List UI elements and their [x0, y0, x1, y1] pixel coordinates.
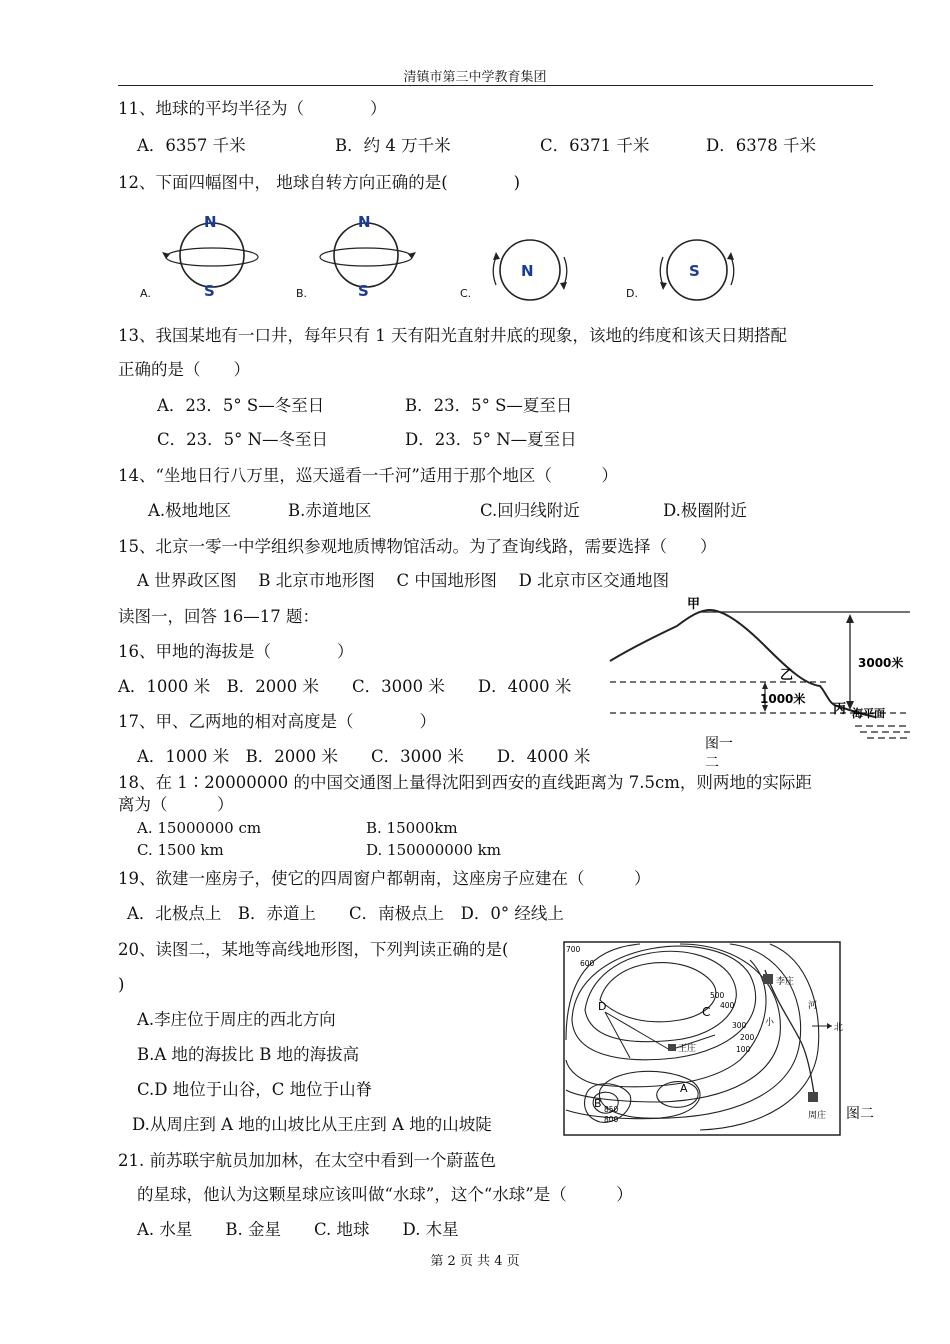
fig2-point-a: A — [680, 1082, 688, 1095]
globe-b — [296, 213, 416, 300]
globe-c-n: N — [521, 262, 534, 280]
fig2-c700: 700 — [566, 945, 581, 954]
q21-stem-line1: 21. 前苏联宇航员加加林，在太空中看到一个蔚蓝色 — [118, 1151, 496, 1170]
fig2-small: 小 — [765, 1018, 775, 1028]
q18-option-a: A. 15000000 cm — [137, 819, 262, 837]
page-footer: 第 2 页 共 4 页 — [430, 1254, 520, 1269]
fig2-zhouzhuang: 周庄 — [808, 1111, 827, 1121]
q13-option-c: C．23．5° N—冬至日 — [157, 430, 329, 449]
fig2-north: 北 — [834, 1023, 844, 1033]
q17-stem: 17、甲、乙两地的相对高度是（ ） — [118, 712, 436, 731]
q14-option-d: D.极圈附近 — [663, 501, 747, 520]
q14-option-a: A.极地地区 — [148, 501, 232, 520]
q15-options: A 世界政区图 B 北京市地形图 C 中国地形图 D 北京市区交通地图 — [137, 571, 670, 590]
fig1-sea-level: 海平面 — [852, 707, 885, 720]
label-b: B. — [296, 287, 308, 300]
q21-options: A. 水星 B. 金星 C. 地球 D. 木星 — [137, 1220, 459, 1239]
q11-stem: 11、地球的平均半径为（ ） — [118, 99, 387, 118]
q20-option-d: D.从周庄到 A 地的山坡比从王庄到 A 地的山坡陡 — [132, 1115, 492, 1134]
fig2-c600: 600 — [580, 959, 595, 968]
read-figure-one: 读图一，回答 16—17 题： — [118, 607, 319, 626]
q11-option-c: C．6371 千米 — [540, 136, 650, 155]
fig2-c500: 500 — [710, 991, 725, 1000]
q12-stem: 12、下面四幅图中， 地球自转方向正确的是( ) — [118, 173, 521, 192]
globe-b-n: N — [358, 213, 371, 231]
label-a: A. — [140, 287, 151, 300]
q19-options: A．北极点上 B．赤道上 C．南极点上 D．0° 经线上 — [127, 904, 564, 923]
fig1-yi: 乙 — [780, 668, 794, 683]
fig2-c400: 400 — [720, 1001, 735, 1010]
q20-stem-line2: ) — [118, 975, 125, 994]
q16-options: A．1000 米 B．2000 米 C．3000 米 D．4000 米 — [118, 677, 572, 696]
fig1-caption-2: 二 — [705, 755, 719, 771]
q11-option-d: D．6378 千米 — [706, 136, 816, 155]
q18-option-d: D. 150000000 km — [366, 841, 501, 859]
q18-option-b: B. 15000km — [366, 819, 458, 837]
globe-b-s: S — [358, 282, 369, 300]
fig2-c800: 800 — [604, 1115, 619, 1124]
figure-two-contour-map — [560, 940, 885, 1140]
q20-option-a: A.李庄位于周庄的西北方向 — [137, 1010, 336, 1029]
q15-stem: 15、北京一零一中学组织参观地质博物馆活动。为了查询线路，需要选择（ ） — [118, 537, 717, 556]
fig2-river: 河 — [808, 1001, 818, 1011]
q13-option-a: A．23．5° S—冬至日 — [157, 396, 325, 415]
fig2-c850: 850 — [604, 1105, 619, 1114]
zhouzhuang-marker — [808, 1092, 818, 1102]
figure-one-profile — [605, 596, 915, 776]
q18-stem-line2: 离为（ ） — [118, 795, 234, 814]
q13-stem-line1: 13、我国某地有一口井，每年只有 1 天有阳光直射井底的现象，该地的纬度和该天日期搭配 — [118, 326, 787, 345]
lizhuang-marker — [763, 974, 773, 984]
fig1-jia: 甲 — [687, 597, 701, 612]
q13-option-d: D．23．5° N—夏至日 — [405, 430, 577, 449]
q20-option-b: B.A 地的海拔比 B 地的海拔高 — [137, 1045, 360, 1064]
fig2-caption: 图二 — [846, 1106, 874, 1122]
q18-stem-line1: 18、在 1∶20000000 的中国交通图上量得沈阳到西安的直线距离为 7.5cm，则两地的实际距 — [118, 773, 812, 792]
q20-option-c: C.D 地位于山谷，C 地位于山脊 — [137, 1080, 373, 1099]
fig2-point-b: B — [594, 1097, 602, 1110]
fig2-wangzhuang: 王庄 — [678, 1044, 697, 1054]
q20-stem-line1: 20、读图二，某地等高线地形图，下列判读正确的是( — [118, 940, 509, 959]
q21-stem-line2: 的星球，他认为这颗星球应该叫做“水球”，这个“水球”是（ ） — [137, 1185, 633, 1204]
wangzhuang-marker — [668, 1044, 676, 1051]
q17-options: A．1000 米 B．2000 米 C．3000 米 D．4000 米 — [137, 747, 591, 766]
q14-option-b: B.赤道地区 — [288, 501, 372, 520]
fig1-height-3000: 3000米 — [858, 656, 904, 670]
fig2-point-c: C — [702, 1005, 711, 1019]
fig2-lizhuang: 李庄 — [776, 977, 795, 987]
fig2-c300: 300 — [732, 1021, 747, 1030]
rotation-diagram — [130, 205, 760, 305]
fig1-bing: 丙 — [833, 702, 847, 717]
q11-option-b: B．约 4 万千米 — [335, 136, 451, 155]
q16-stem: 16、甲地的海拔是（ ） — [118, 642, 354, 661]
fig2-c100: 100 — [736, 1045, 751, 1054]
label-d: D. — [626, 287, 638, 300]
label-c: C. — [460, 287, 472, 300]
q14-option-c: C.回归线附近 — [480, 501, 580, 520]
globe-d — [626, 240, 734, 300]
q11-option-a: A．6357 千米 — [137, 136, 246, 155]
globe-c — [460, 240, 567, 300]
page-header: 清镇市第三中学教育集团 — [403, 70, 547, 85]
q19-stem: 19、欲建一座房子，使它的四周窗户都朝南，这座房子应建在（ ） — [118, 869, 651, 888]
fig1-caption: 图一 — [705, 736, 733, 752]
header-rule — [118, 85, 873, 86]
globe-d-s: S — [689, 262, 700, 280]
fig1-height-1000: 1000米 — [760, 692, 806, 706]
q13-stem-line2: 正确的是（ ） — [118, 360, 250, 379]
fig2-c200: 200 — [740, 1033, 755, 1042]
q18-option-c: C. 1500 km — [137, 841, 224, 859]
globe-a-n: N — [204, 213, 217, 231]
fig2-point-d: D — [598, 1000, 607, 1013]
globe-a-s: S — [204, 282, 215, 300]
globe-a — [140, 213, 258, 300]
q14-stem: 14、“坐地日行八万里，巡天遥看一千河”适用于那个地区（ ） — [118, 466, 618, 485]
q13-option-b: B．23．5° S—夏至日 — [405, 396, 573, 415]
